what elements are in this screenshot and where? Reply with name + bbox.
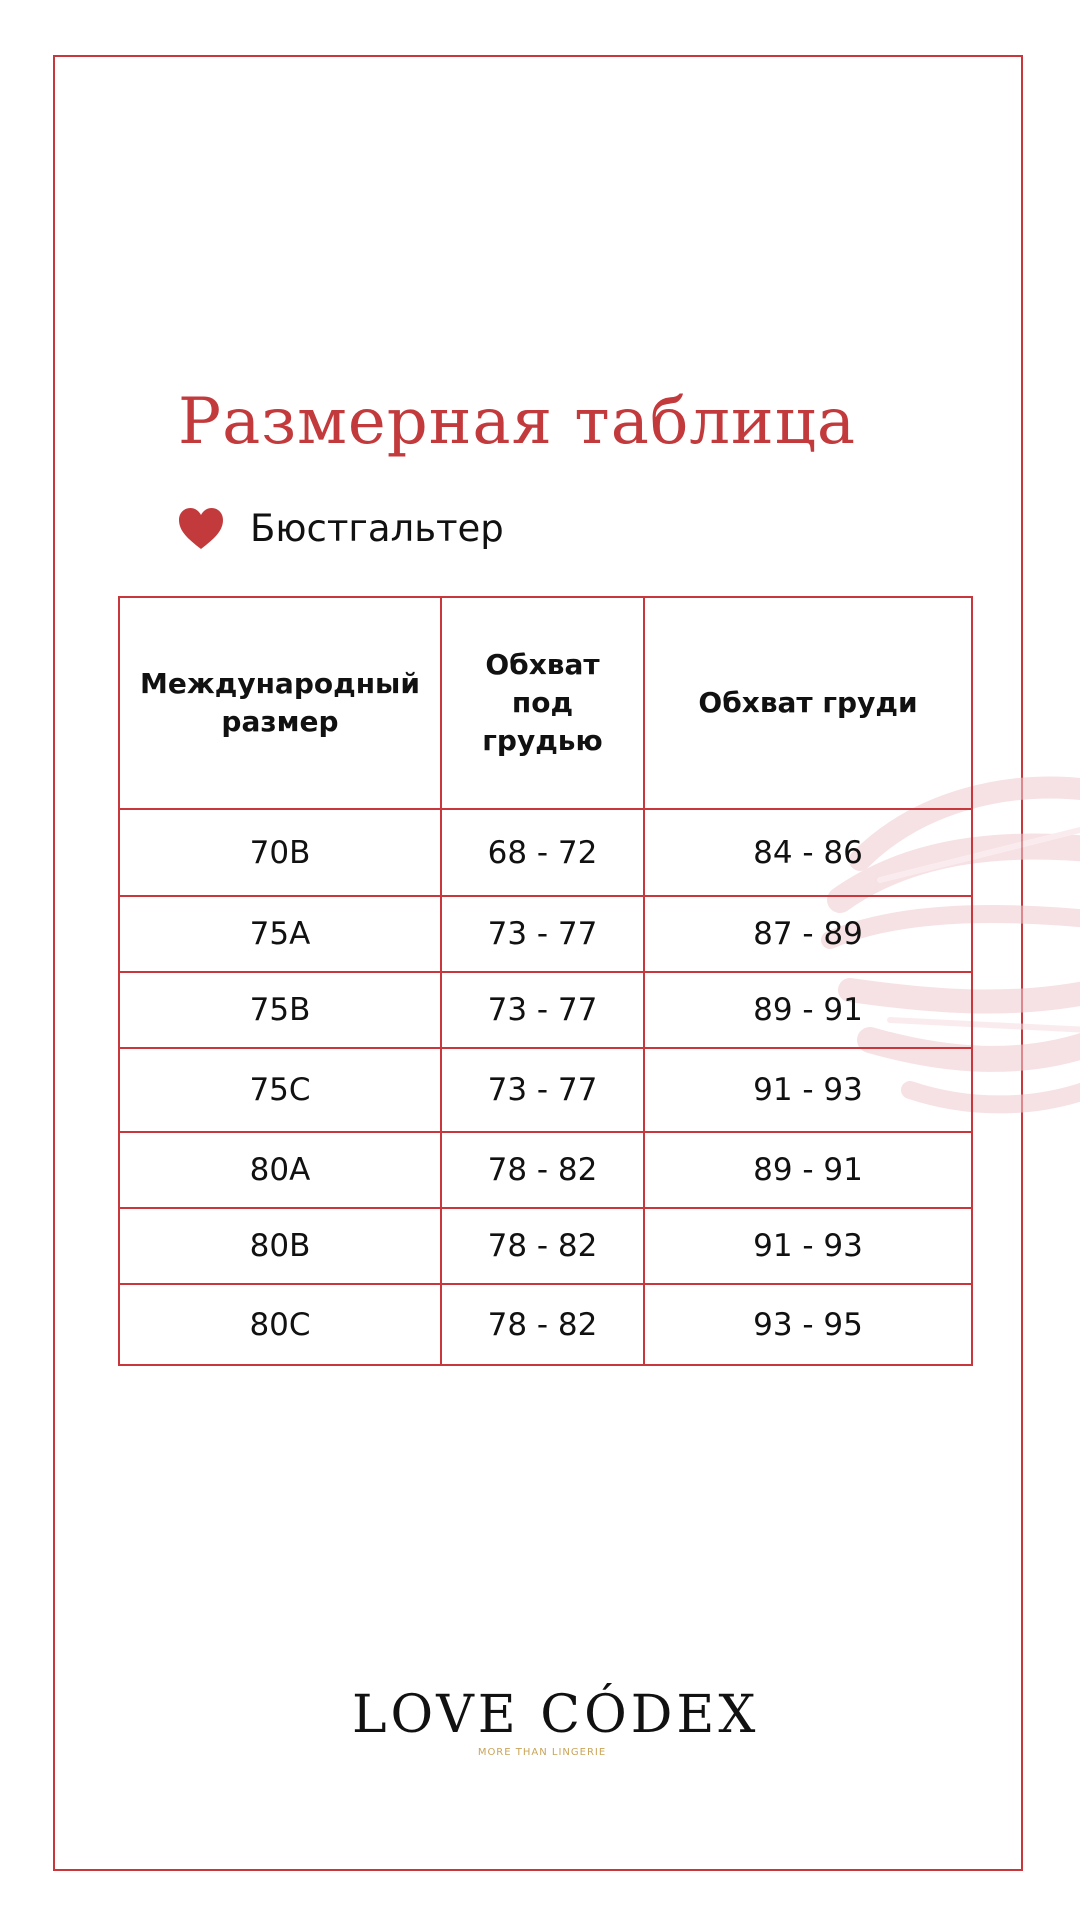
table-cell-size: 80B <box>119 1208 441 1284</box>
table-row <box>119 1048 972 1132</box>
table-cell-size: 70B <box>119 809 441 896</box>
table-row <box>119 896 972 972</box>
table-cell-bust: 93 - 95 <box>644 1284 972 1365</box>
table-row <box>119 809 972 896</box>
brand-tagline: MORE THAN LINGERIE <box>477 1747 607 1758</box>
table-cell-underbust: 68 - 72 <box>441 809 644 896</box>
table-cell-underbust: 73 - 77 <box>441 896 644 972</box>
table-cell-underbust: 73 - 77 <box>441 1048 644 1132</box>
subtitle: Бюстгальтер <box>250 507 504 550</box>
heart-icon <box>178 507 224 551</box>
header-underbust: Обхват под грудью <box>441 597 644 809</box>
table-cell-size: 75B <box>119 972 441 1048</box>
table-header-row <box>119 597 972 809</box>
table-cell-bust: 87 - 89 <box>644 896 972 972</box>
table-cell-bust: 91 - 93 <box>644 1208 972 1284</box>
header-bust: Обхват груди <box>644 597 972 809</box>
page-title: Размерная таблица <box>178 385 856 459</box>
table-cell-underbust: 78 - 82 <box>441 1208 644 1284</box>
table-cell-size: 75A <box>119 896 441 972</box>
header-international-size: Международный размер <box>119 597 441 809</box>
brand-logo <box>352 1685 760 1775</box>
table-cell-size: 80C <box>119 1284 441 1365</box>
table-cell-underbust: 78 - 82 <box>441 1284 644 1365</box>
table-row <box>119 1284 972 1365</box>
size-table <box>118 596 973 1366</box>
table-cell-size: 75C <box>119 1048 441 1132</box>
table-row <box>119 1208 972 1284</box>
table-row <box>119 972 972 1048</box>
table-cell-underbust: 78 - 82 <box>441 1132 644 1208</box>
table-cell-bust: 89 - 91 <box>644 972 972 1048</box>
table-cell-bust: 84 - 86 <box>644 809 972 896</box>
table-cell-bust: 91 - 93 <box>644 1048 972 1132</box>
brand-name: LOVE CÓDEX <box>352 1685 760 1745</box>
table-cell-bust: 89 - 91 <box>644 1132 972 1208</box>
table-cell-underbust: 73 - 77 <box>441 972 644 1048</box>
table-row <box>119 1132 972 1208</box>
table-cell-size: 80A <box>119 1132 441 1208</box>
